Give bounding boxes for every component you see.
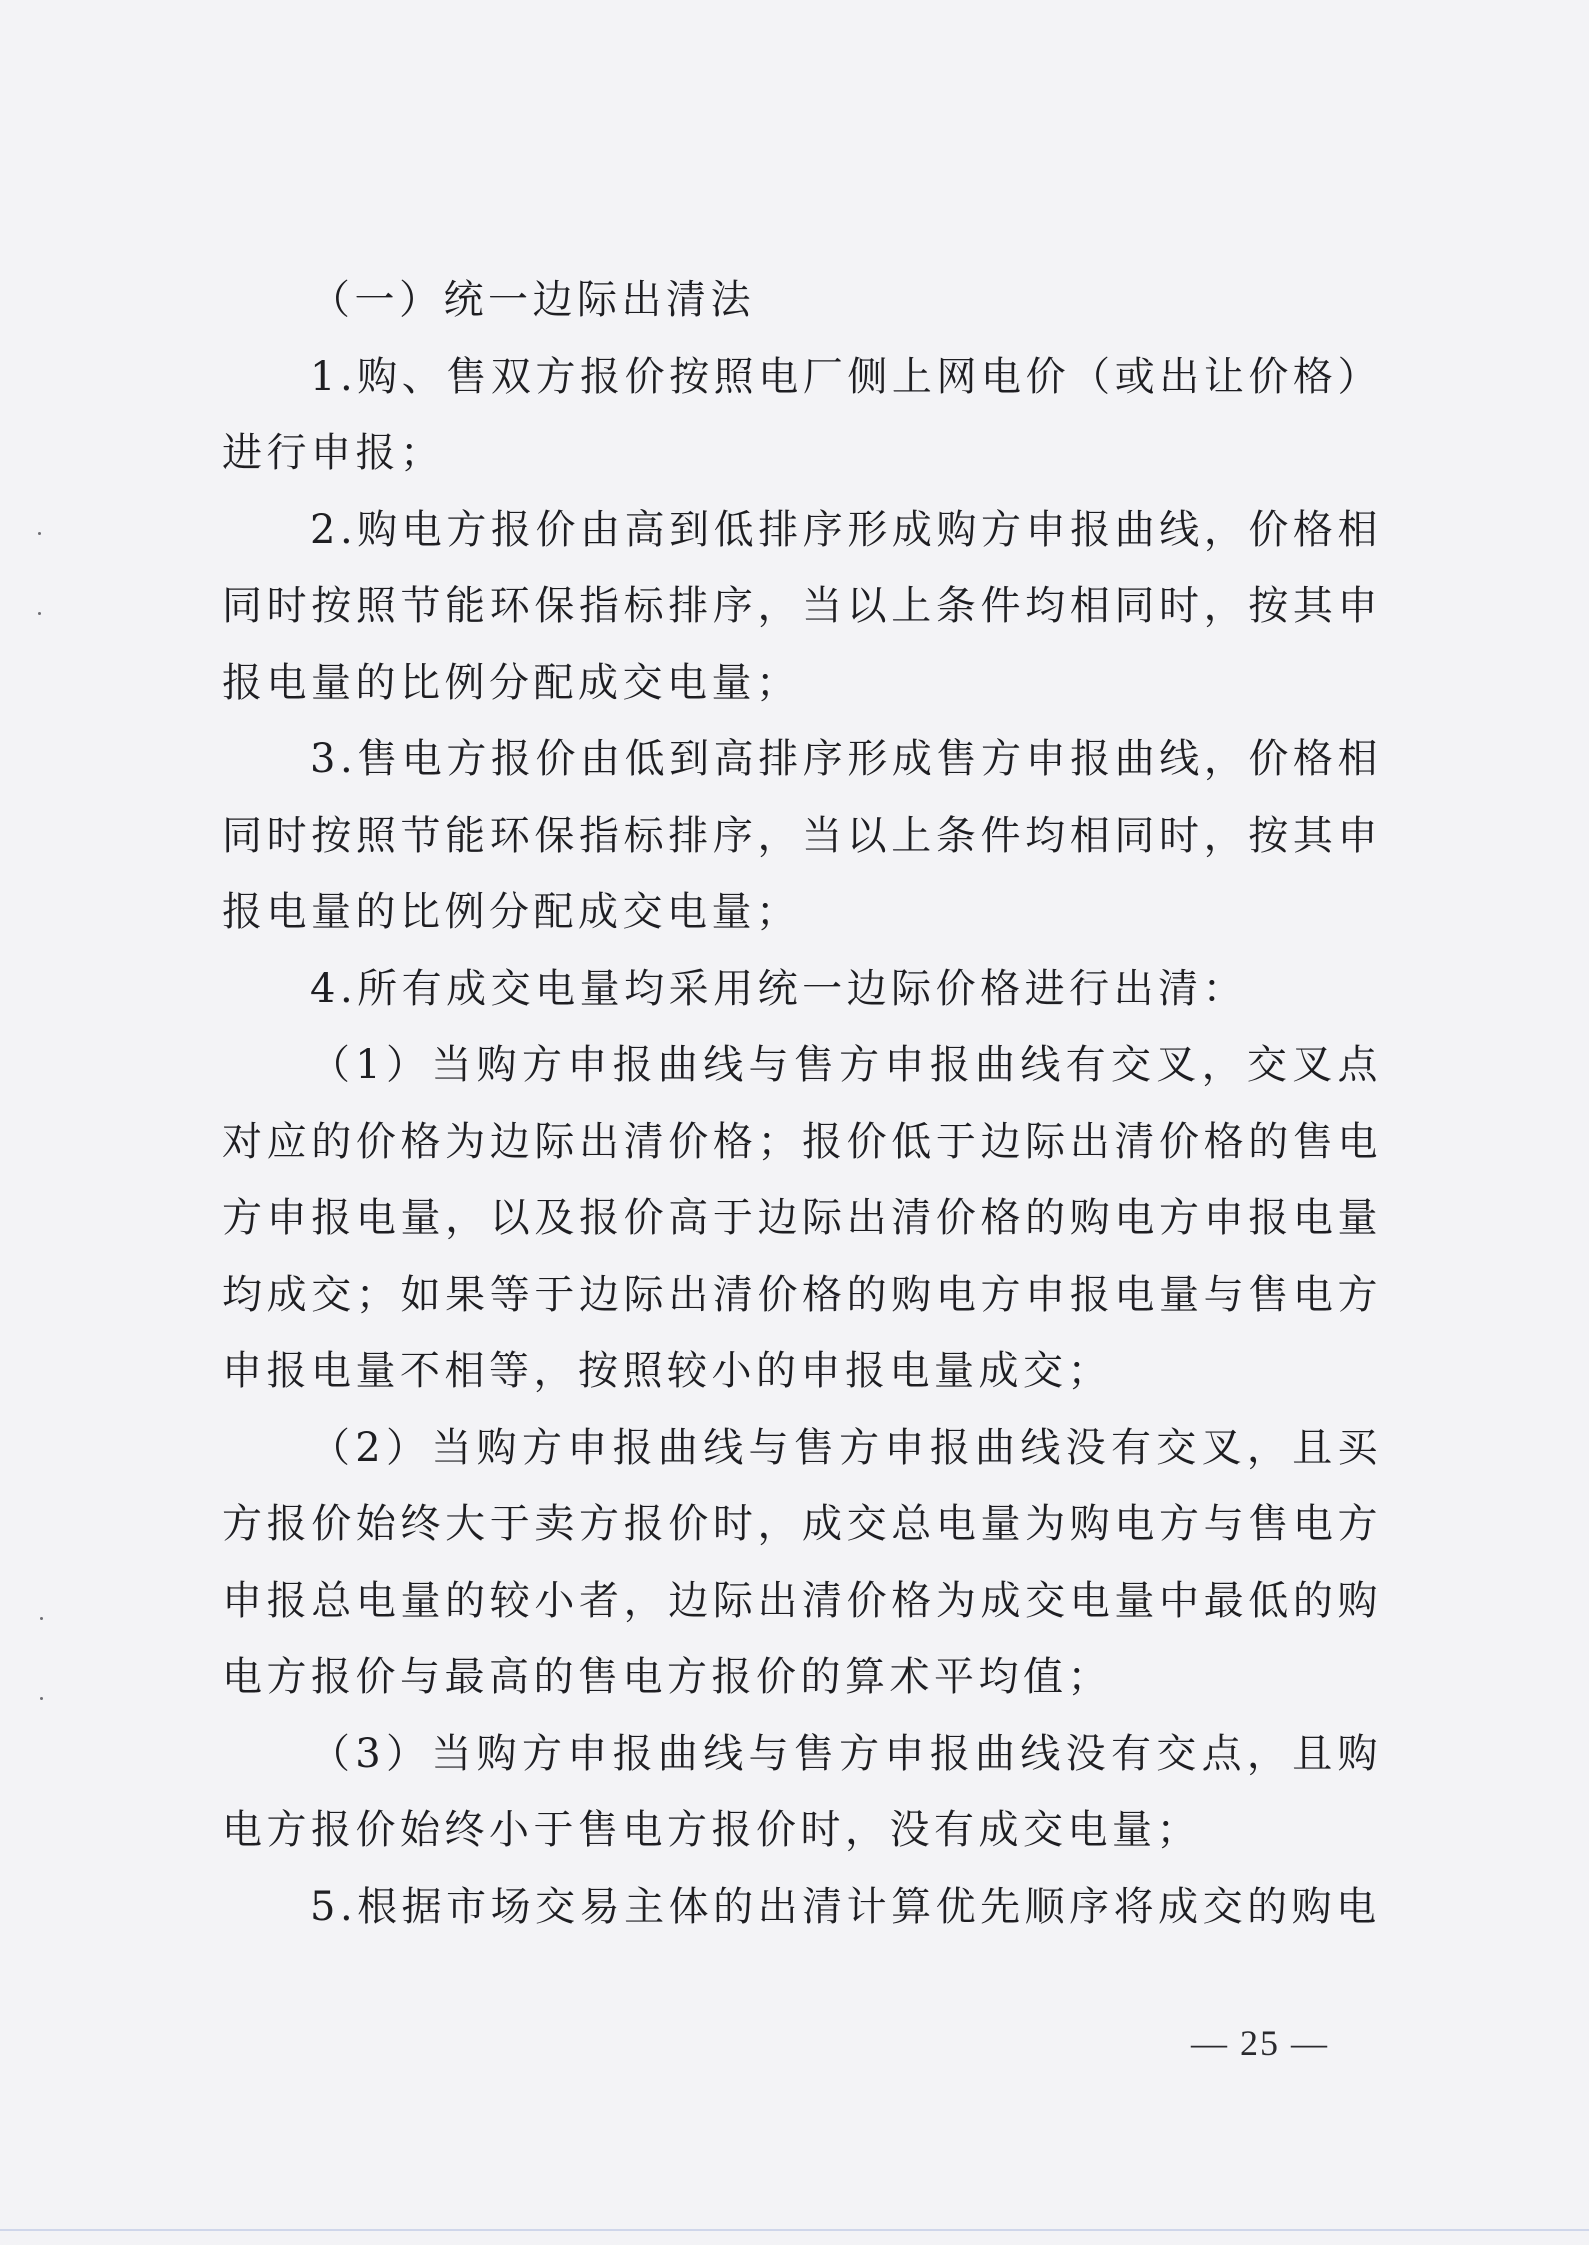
paragraph-4-2: （2）当购方申报曲线与售方申报曲线没有交叉，且买方报价始终大于卖方报价时，成交总电量为购电方与售电方申报总电量的较小者，边际出清价格为成交电量中最低的购电方报价与最高的售电方报价的算术平均值； (222, 1424, 1382, 1700)
page-number: — 25 — (1191, 2023, 1329, 2063)
document-body (222, 262, 1382, 1945)
paragraph-1: 1.购、售双方报价按照电厂侧上网电价（或出让价格）进行申报； (222, 353, 1382, 476)
section-heading: （一）统一边际出清法 (310, 277, 755, 323)
paragraph-4-1: （1）当购方申报曲线与售方申报曲线有交叉，交叉点对应的价格为边际出清价格；报价低于边际出清价格的售电方申报电量，以及报价高于边际出清价格的购电方申报电量均成交；如果等于边际出清价格的购电方申报电量与售电方申报电量不相等，按照较小的申报电量成交； (222, 1042, 1382, 1394)
page-bottom-edge (0, 2229, 1589, 2231)
paragraph-4-3: （3）当购方申报曲线与售方申报曲线没有交点，且购电方报价始终小于售电方报价时，没有成交电量； (222, 1730, 1382, 1853)
paragraph-5: 5.根据市场交易主体的出清计算优先顺序将成交的购电 (310, 1883, 1381, 1930)
scan-speck (38, 612, 41, 615)
scan-speck (38, 532, 41, 535)
paragraph-3: 3.售电方报价由低到高排序形成售方申报曲线，价格相同时按照节能环保指标排序，当以上条件均相同时，按其申报电量的比例分配成交电量； (222, 736, 1382, 935)
paragraph-2: 2.购电方报价由高到低排序形成购方申报曲线，价格相同时按照节能环保指标排序，当以上条件均相同时，按其申报电量的比例分配成交电量； (222, 506, 1382, 706)
scan-speck (40, 1697, 43, 1700)
paragraph-4: 4.所有成交电量均采用统一边际价格进行出清： (310, 965, 1248, 1012)
scan-speck (40, 1617, 43, 1620)
